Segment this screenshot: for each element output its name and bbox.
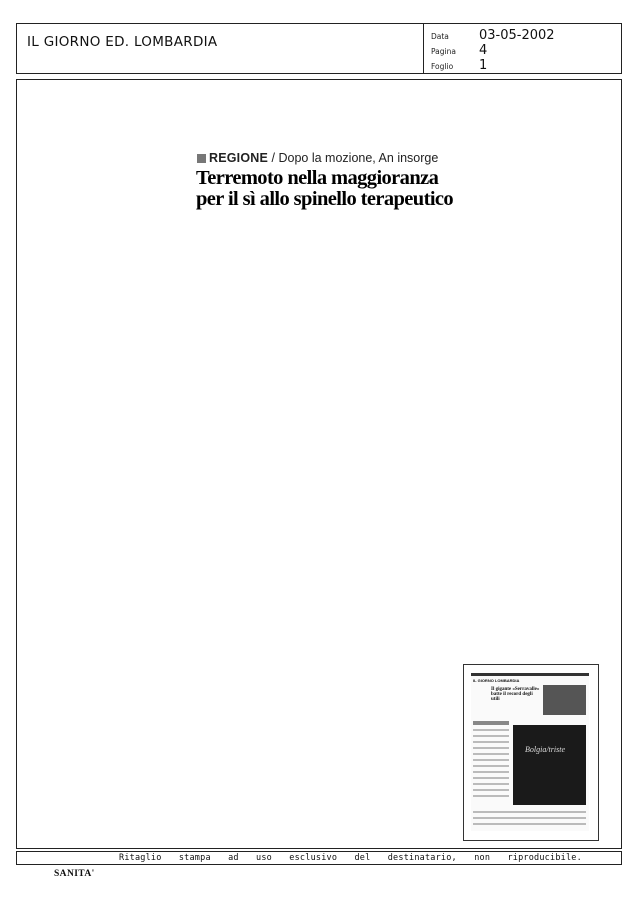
thumbnail-photo-large <box>513 725 586 805</box>
thumbnail-text-line <box>473 817 586 819</box>
newspaper-source: IL GIORNO ED. LOMBARDIA <box>27 34 218 50</box>
kicker-text: / Dopo la mozione, An insorge <box>271 151 439 165</box>
thumbnail-text-line <box>473 777 509 779</box>
meta-page-row <box>431 43 611 58</box>
kicker-square-icon <box>197 154 206 163</box>
article-body <box>196 213 431 573</box>
thumbnail-text-line <box>473 741 509 743</box>
thumbnail-text-line <box>473 747 509 749</box>
thumbnail-text-line <box>473 771 509 773</box>
thumbnail-text-line <box>473 789 509 791</box>
thumbnail-shaded-block <box>473 721 509 725</box>
thumbnail-headline: Il gigante «Serravalle» batte il record degli utili <box>491 687 540 702</box>
thumbnail-page <box>471 673 589 831</box>
thumbnail-top-bar <box>471 673 589 676</box>
thumbnail-text-line <box>473 753 509 755</box>
clipping-frame <box>16 79 622 849</box>
thumbnail-masthead: IL GIORNO LOMBARDIA <box>473 678 520 683</box>
page-thumbnail <box>463 664 599 841</box>
meta-page-label: Pagina <box>431 47 456 56</box>
section-label: SANITA' <box>54 869 95 879</box>
meta-sheet-row <box>431 58 611 73</box>
meta-sheet-label: Foglio <box>431 62 454 71</box>
article-kicker <box>197 151 438 165</box>
thumbnail-text-line <box>473 765 509 767</box>
disclaimer-text: Ritaglio stampa ad uso esclusivo del destinatario, non riproducibile. <box>119 853 582 863</box>
thumbnail-photo-caption: Bolgia/triste <box>525 745 565 754</box>
clipping-meta <box>431 28 611 73</box>
meta-date-value: 03-05-2002 <box>479 28 555 43</box>
thumbnail-text-line <box>473 729 509 731</box>
article-headline: Terremoto nella maggioranza per il sì allo spinello terapeutico <box>196 167 454 210</box>
thumbnail-text-line <box>473 795 509 797</box>
meta-sheet-value: 1 <box>479 58 488 73</box>
clipping-header <box>16 23 622 74</box>
thumbnail-text-line <box>473 735 509 737</box>
meta-date-row <box>431 28 611 43</box>
thumbnail-text-line <box>473 811 586 813</box>
header-divider <box>423 24 424 73</box>
thumbnail-text-line <box>473 759 509 761</box>
thumbnail-text-line <box>473 783 509 785</box>
kicker-section: REGIONE <box>209 151 269 165</box>
reproduction-disclaimer <box>16 851 622 865</box>
meta-date-label: Data <box>431 32 449 41</box>
thumbnail-photo-small <box>543 685 586 715</box>
meta-page-value: 4 <box>479 43 488 58</box>
thumbnail-text-line <box>473 823 586 825</box>
